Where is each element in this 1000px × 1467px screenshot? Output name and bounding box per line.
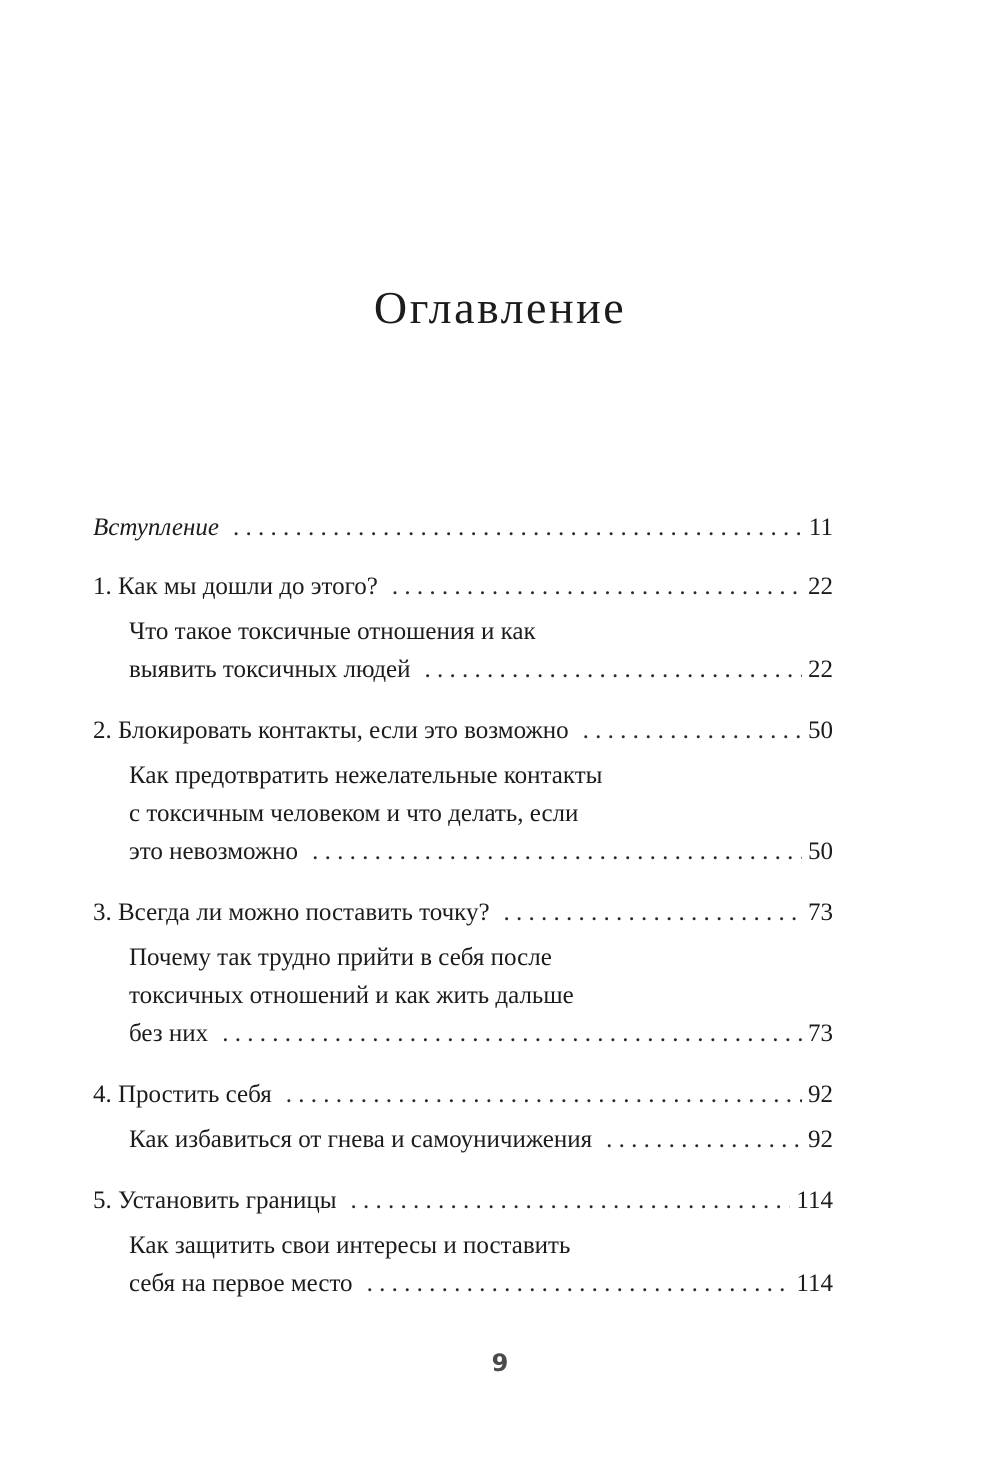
toc-entry-title: с токсичным человеком и что делать, если (129, 800, 579, 827)
dot-leader (222, 1015, 802, 1053)
dot-leader (425, 651, 802, 689)
toc-entry-title: это невозможно (129, 838, 299, 865)
toc-chapter (93, 1076, 833, 1114)
toc-chapter (93, 1182, 833, 1220)
toc-line (129, 1015, 833, 1053)
toc-section (93, 509, 833, 547)
toc-section (93, 712, 833, 871)
toc-line (129, 1265, 833, 1303)
dot-leader (606, 1121, 802, 1159)
dot-leader (286, 1076, 802, 1114)
toc-subentry (93, 1227, 833, 1303)
dot-leader (312, 833, 802, 871)
toc-section (93, 894, 833, 1053)
toc-section (93, 1076, 833, 1159)
toc-entry-title: 3. Всегда ли можно поставить точку? (93, 899, 490, 926)
toc-line (93, 1182, 833, 1220)
toc-line (93, 1076, 833, 1114)
toc-page-number: 22 (808, 656, 833, 683)
toc-entry-title: токсичных отношений и как жить дальше (129, 982, 574, 1009)
toc-entry-title: 1. Как мы дошли до этого? (93, 573, 378, 600)
toc-entry-title: Как избавиться от гнева и самоуничижения (129, 1126, 593, 1153)
dot-leader (583, 712, 802, 750)
toc-entry-title: Что такое токсичные отношения и как (129, 618, 536, 645)
toc-section (93, 568, 833, 689)
toc-page-number: 114 (796, 1270, 833, 1297)
toc-page-number: 11 (808, 514, 833, 541)
toc-page-number: 92 (808, 1126, 833, 1153)
toc-entry-title: без них (129, 1020, 209, 1047)
dot-leader (233, 509, 803, 547)
toc-page-number: 92 (808, 1081, 833, 1108)
page-number: 9 (491, 1349, 509, 1377)
toc-chapter (93, 509, 833, 547)
toc-line (93, 568, 833, 606)
toc-entry-title: Вступление (93, 514, 220, 541)
toc-page-number: 73 (808, 1020, 833, 1047)
toc-line (129, 651, 833, 689)
toc-entry-title: 5. Установить границы (93, 1187, 337, 1214)
toc-subentry (93, 613, 833, 689)
toc-entry-title: 4. Простить себя (93, 1081, 272, 1108)
toc-page-number: 50 (808, 838, 833, 865)
dot-leader (367, 1265, 791, 1303)
toc-page-number: 50 (808, 717, 833, 744)
toc-page-number: 73 (808, 899, 833, 926)
toc-entry-title: себя на первое место (129, 1270, 353, 1297)
toc-subentry (93, 757, 833, 871)
toc-page-number: 22 (808, 573, 833, 600)
page-title: Оглавление (373, 282, 627, 333)
toc-entry-title: выявить токсичных людей (129, 656, 411, 683)
dot-leader (351, 1182, 791, 1220)
toc-entry-title: Почему так трудно прийти в себя после (129, 944, 552, 971)
dot-leader (392, 568, 802, 606)
toc-line (93, 509, 833, 547)
toc-section (93, 1182, 833, 1303)
toc-entry-title: 2. Блокировать контакты, если это возможно (93, 717, 569, 744)
toc-chapter (93, 712, 833, 750)
toc-subentry (93, 939, 833, 1053)
toc-chapter (93, 568, 833, 606)
dot-leader (504, 894, 802, 932)
toc-page-number: 114 (796, 1187, 833, 1214)
toc-chapter (93, 894, 833, 932)
toc-line (93, 712, 833, 750)
toc-line (129, 1121, 833, 1159)
toc-entry-title: Как защитить свои интересы и поставить (129, 1232, 571, 1259)
toc-entry-title: Как предотвратить нежелательные контакты (129, 762, 603, 789)
toc-subentry (93, 1121, 833, 1159)
toc-line (129, 833, 833, 871)
toc-line (93, 894, 833, 932)
